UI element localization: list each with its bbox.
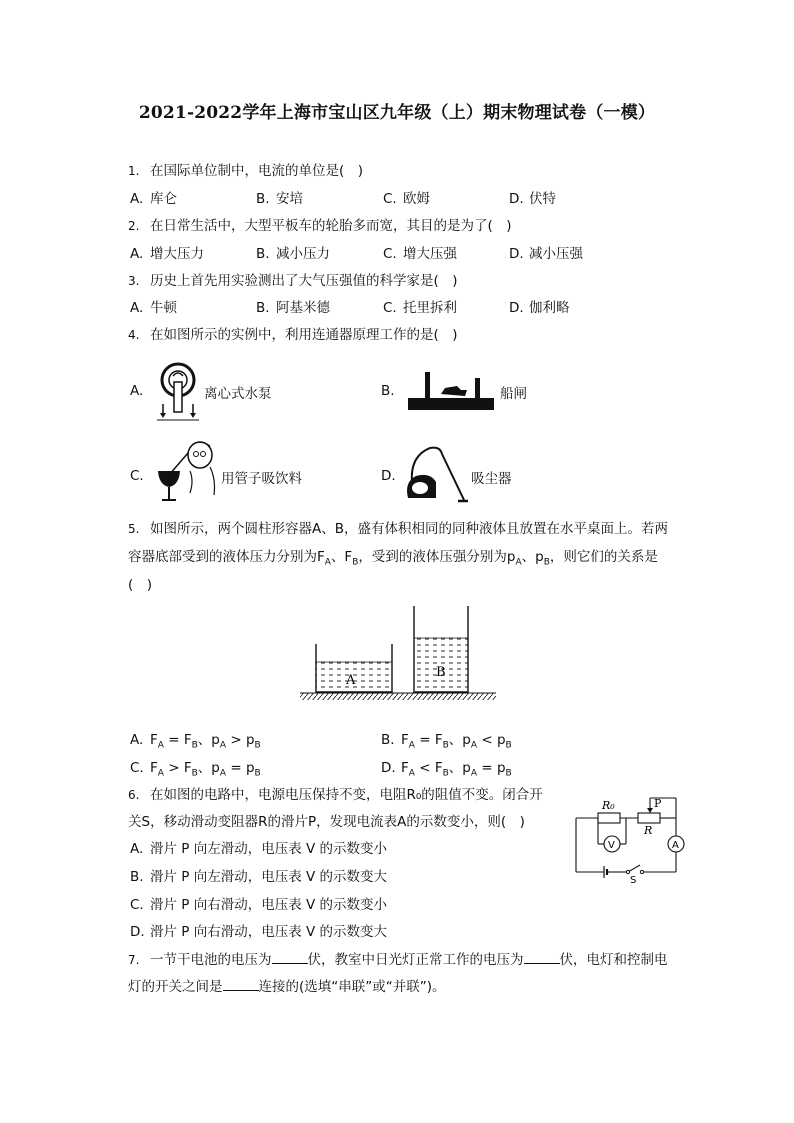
option-b[interactable]: B. 减小压力 bbox=[256, 246, 330, 262]
option-b[interactable]: B. bbox=[381, 383, 395, 399]
question-1 bbox=[128, 162, 363, 180]
answer-blank[interactable] bbox=[524, 950, 560, 964]
option-a[interactable]: A. $F_A = F_B$、$p_A > p_B$ bbox=[130, 732, 261, 751]
question-stem-cont: 关S，移动滑动变阻器R的滑片P，发现电流表A的示数变小，则( ) bbox=[128, 814, 525, 830]
option-c[interactable]: C. $F_A > F_B$、$p_A = p_B$ bbox=[130, 760, 261, 779]
option-b[interactable]: B. 滑片 P 向左滑动，电压表 V 的示数变大 bbox=[130, 869, 388, 885]
switch-label: S bbox=[630, 875, 637, 884]
figure-caption: 离心式水泵 bbox=[204, 386, 272, 402]
question-number: 3. bbox=[128, 274, 140, 288]
option-d[interactable]: D. 减小压强 bbox=[509, 246, 583, 262]
question-stem: 在如图的电路中，电源电压保持不变，电阻R₀的阻值不变。闭合开 bbox=[150, 787, 543, 803]
option-a[interactable]: A. 增大压力 bbox=[130, 246, 204, 262]
question-2 bbox=[128, 217, 512, 235]
container-a-label: A bbox=[346, 673, 356, 688]
circuit-figure bbox=[570, 792, 692, 884]
option-d[interactable]: D. 滑片 P 向右滑动，电压表 V 的示数变大 bbox=[130, 924, 388, 940]
straw-drinking-figure bbox=[154, 437, 222, 507]
question-stem: 在日常生活中，大型平板车的轮胎多而宽，其目的是为了( ) bbox=[150, 218, 512, 234]
question-stem: 如图所示，两个圆柱形容器A、B，盛有体积相同的同种液体且放置在水平桌面上。若两 bbox=[150, 521, 668, 537]
question-4 bbox=[128, 326, 458, 344]
question-stem-cont: ( ) bbox=[128, 577, 153, 593]
option-b[interactable]: B. 安培 bbox=[256, 191, 303, 207]
option-c[interactable]: C. 欧姆 bbox=[383, 191, 430, 207]
question-stem: 在国际单位制中，电流的单位是( ) bbox=[150, 163, 364, 179]
question-stem: 在如图所示的实例中，利用连通器原理工作的是( ) bbox=[150, 327, 458, 343]
question-6 bbox=[128, 786, 543, 804]
question-number: 1. bbox=[128, 164, 140, 178]
option-b[interactable]: B. $F_A = F_B$、$p_A < p_B$ bbox=[381, 732, 512, 751]
question-3 bbox=[128, 272, 458, 290]
question-5 bbox=[128, 520, 668, 538]
figure-caption: 船闸 bbox=[500, 386, 527, 402]
vacuum-cleaner-figure bbox=[400, 438, 470, 508]
voltmeter-label: V bbox=[608, 840, 615, 851]
rheostat-label: R bbox=[644, 824, 653, 837]
question-stem: 历史上首先用实验测出了大气压强值的科学家是( ) bbox=[150, 273, 458, 289]
question-number: 6. bbox=[128, 788, 140, 802]
question-stem-cont: 容器底部受到的液体压力分别为$F_A$、$F_B$，受到的液体压强分别为$p_A$、$p_B$，则它们的关系是 bbox=[128, 549, 658, 568]
figure-caption: 用管子吸饮料 bbox=[221, 471, 302, 487]
figure-caption: 吸尘器 bbox=[471, 471, 512, 487]
ship-lock-figure bbox=[405, 370, 497, 412]
option-d[interactable]: D. bbox=[381, 468, 396, 484]
option-a[interactable]: A. 牛顿 bbox=[130, 300, 177, 316]
option-a[interactable]: A. bbox=[130, 383, 144, 399]
option-a[interactable]: A. 库仑 bbox=[130, 191, 177, 207]
option-d[interactable]: D. 伽利略 bbox=[509, 300, 570, 316]
question-stem-cont: 灯的开关之间是 连接的(选填“串联”或“并联”)。 bbox=[128, 979, 446, 995]
page-title: 2021-2022学年上海市宝山区九年级（上）期末物理试卷（一模） bbox=[138, 103, 656, 123]
answer-blank[interactable] bbox=[272, 950, 308, 964]
option-c[interactable]: C. 滑片 P 向右滑动，电压表 V 的示数变小 bbox=[130, 897, 388, 913]
ammeter-label: A bbox=[672, 840, 679, 851]
option-c[interactable]: C. 增大压强 bbox=[383, 246, 457, 262]
option-d[interactable]: D. $F_A < F_B$、$p_A = p_B$ bbox=[381, 760, 512, 779]
answer-blank[interactable] bbox=[223, 977, 259, 991]
r0-label: R₀ bbox=[602, 799, 615, 812]
container-b-label: B bbox=[436, 665, 446, 680]
question-number: 5. bbox=[128, 522, 140, 536]
question-number: 4. bbox=[128, 328, 140, 342]
option-c[interactable]: C. bbox=[130, 468, 144, 484]
slider-label: P bbox=[654, 797, 662, 810]
question-7: 7. 一节干电池的电压为 伏，教室中日光灯正常工作的电压为 伏，电灯和控制电 bbox=[128, 952, 668, 968]
option-d[interactable]: D. 伏特 bbox=[509, 191, 556, 207]
centrifugal-pump-figure bbox=[153, 360, 203, 424]
option-a[interactable]: A. 滑片 P 向左滑动，电压表 V 的示数变小 bbox=[130, 841, 388, 857]
containers-figure bbox=[296, 600, 500, 702]
question-number: 7. bbox=[128, 953, 140, 967]
option-b[interactable]: B. 阿基米德 bbox=[256, 300, 330, 316]
question-number: 2. bbox=[128, 219, 140, 233]
option-c[interactable]: C. 托里拆利 bbox=[383, 300, 457, 316]
